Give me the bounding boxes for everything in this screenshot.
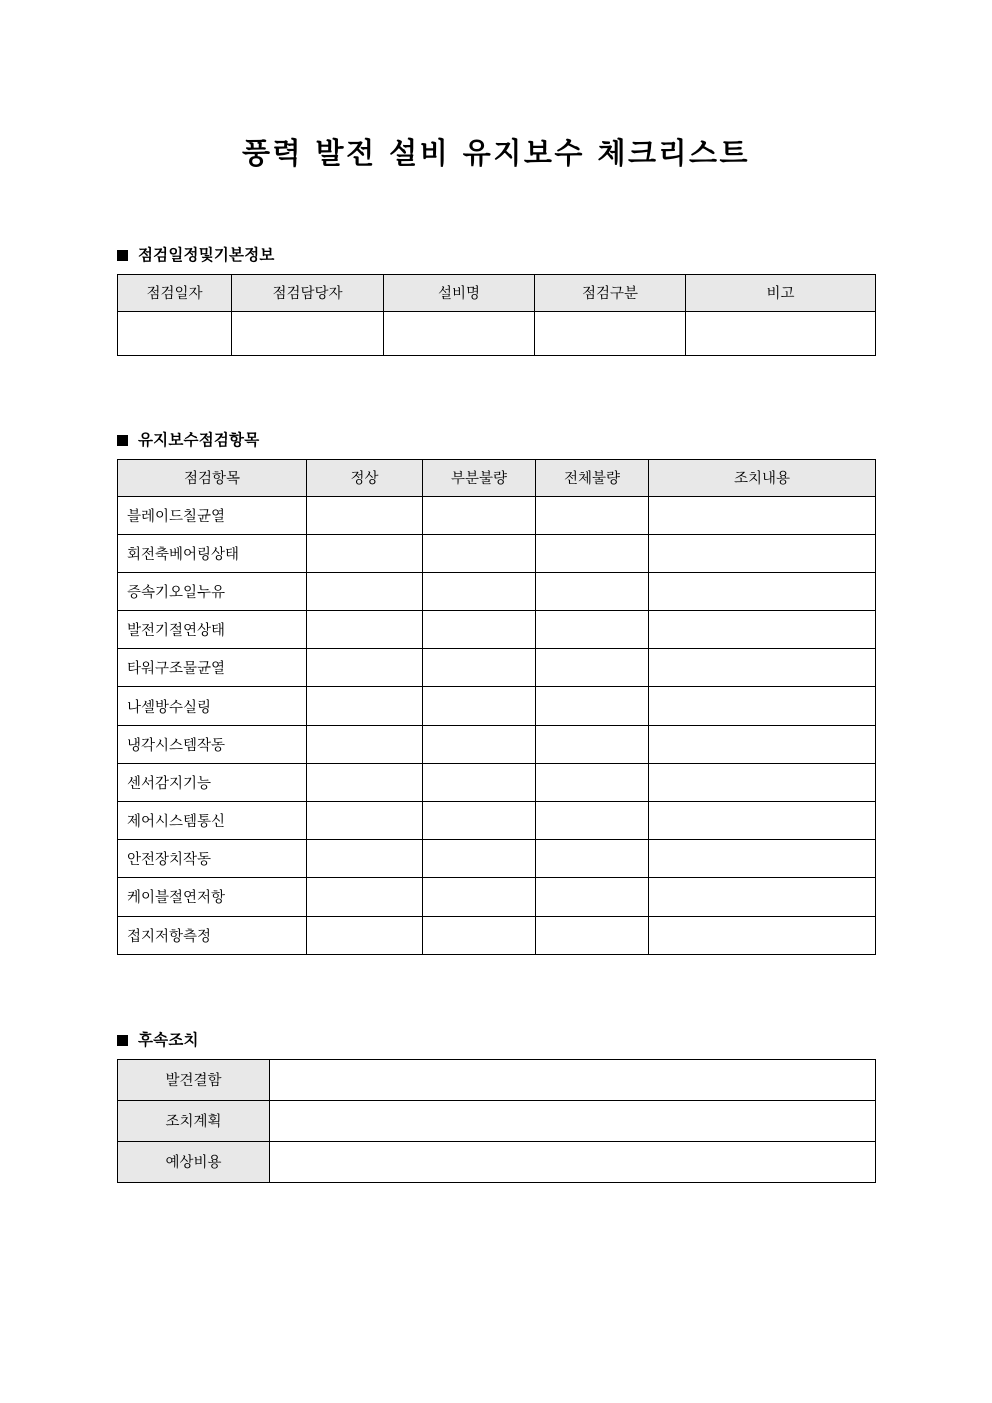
table-row bbox=[118, 534, 876, 572]
cell-action-detail[interactable] bbox=[649, 649, 876, 687]
table-row bbox=[118, 1100, 876, 1141]
section-title-followup-action: 후속조치 bbox=[138, 1031, 199, 1049]
checklist-item-label: 타워구조물균열 bbox=[118, 649, 307, 687]
checkbox-cell-partial-defect[interactable] bbox=[423, 802, 536, 840]
column-header-inspector: 점검담당자 bbox=[232, 274, 384, 311]
table-row bbox=[118, 878, 876, 916]
checklist-item-label: 회전축베어링상태 bbox=[118, 534, 307, 572]
table-row bbox=[118, 311, 876, 355]
checkbox-cell-total-defect[interactable] bbox=[536, 534, 649, 572]
checkbox-cell-normal[interactable] bbox=[307, 916, 423, 954]
checkbox-cell-partial-defect[interactable] bbox=[423, 534, 536, 572]
section-title-inspection-info: 점검일정및기본정보 bbox=[138, 246, 275, 264]
checkbox-cell-total-defect[interactable] bbox=[536, 725, 649, 763]
checkbox-cell-partial-defect[interactable] bbox=[423, 496, 536, 534]
checkbox-cell-normal[interactable] bbox=[307, 878, 423, 916]
section-maintenance-checklist bbox=[117, 433, 876, 955]
cell-action-detail[interactable] bbox=[649, 725, 876, 763]
checkbox-cell-normal[interactable] bbox=[307, 534, 423, 572]
column-header-inspection-type: 점검구분 bbox=[535, 274, 686, 311]
column-header-partial-defect: 부분불량 bbox=[423, 459, 536, 496]
checkbox-cell-total-defect[interactable] bbox=[536, 916, 649, 954]
checklist-item-label: 발전기절연상태 bbox=[118, 611, 307, 649]
checkbox-cell-partial-defect[interactable] bbox=[423, 572, 536, 610]
cell-inspection-date[interactable] bbox=[118, 311, 232, 355]
followup-label-found-defect: 발견결함 bbox=[118, 1059, 270, 1100]
followup-label-action-plan: 조치계획 bbox=[118, 1100, 270, 1141]
checklist-item-label: 나셀방수실링 bbox=[118, 687, 307, 725]
cell-action-detail[interactable] bbox=[649, 687, 876, 725]
checkbox-cell-normal[interactable] bbox=[307, 725, 423, 763]
checkbox-cell-normal[interactable] bbox=[307, 802, 423, 840]
cell-action-detail[interactable] bbox=[649, 802, 876, 840]
checklist-item-label: 블레이드칠균열 bbox=[118, 496, 307, 534]
cell-action-detail[interactable] bbox=[649, 878, 876, 916]
section-inspection-info bbox=[117, 248, 876, 356]
table-row bbox=[118, 1059, 876, 1100]
checkbox-cell-total-defect[interactable] bbox=[536, 649, 649, 687]
checkbox-cell-normal[interactable] bbox=[307, 763, 423, 801]
checkbox-cell-normal[interactable] bbox=[307, 840, 423, 878]
column-header-remarks: 비고 bbox=[686, 274, 876, 311]
checkbox-cell-total-defect[interactable] bbox=[536, 611, 649, 649]
cell-inspection-type[interactable] bbox=[535, 311, 686, 355]
maintenance-checklist-table bbox=[117, 459, 876, 955]
checkbox-cell-normal[interactable] bbox=[307, 572, 423, 610]
checkbox-cell-partial-defect[interactable] bbox=[423, 840, 536, 878]
table-row bbox=[118, 611, 876, 649]
section-header-maintenance-checklist bbox=[117, 433, 876, 449]
checkbox-cell-total-defect[interactable] bbox=[536, 840, 649, 878]
column-header-inspection-date: 점검일자 bbox=[118, 274, 232, 311]
inspection-info-table bbox=[117, 274, 876, 356]
checkbox-cell-total-defect[interactable] bbox=[536, 878, 649, 916]
followup-value-estimated-cost[interactable] bbox=[270, 1141, 876, 1182]
table-row bbox=[118, 916, 876, 954]
column-header-total-defect: 전체불량 bbox=[536, 459, 649, 496]
table-row bbox=[118, 763, 876, 801]
checkbox-cell-normal[interactable] bbox=[307, 649, 423, 687]
followup-value-action-plan[interactable] bbox=[270, 1100, 876, 1141]
checkbox-cell-total-defect[interactable] bbox=[536, 687, 649, 725]
table-row bbox=[118, 496, 876, 534]
cell-action-detail[interactable] bbox=[649, 534, 876, 572]
table-header-row bbox=[118, 459, 876, 496]
cell-action-detail[interactable] bbox=[649, 496, 876, 534]
table-header-row bbox=[118, 274, 876, 311]
checklist-item-label: 케이블절연저항 bbox=[118, 878, 307, 916]
cell-action-detail[interactable] bbox=[649, 611, 876, 649]
checklist-item-label: 증속기오일누유 bbox=[118, 572, 307, 610]
checkbox-cell-total-defect[interactable] bbox=[536, 496, 649, 534]
section-title-maintenance-checklist: 유지보수점검항목 bbox=[138, 431, 260, 449]
column-header-normal: 정상 bbox=[307, 459, 423, 496]
column-header-check-item: 점검항목 bbox=[118, 459, 307, 496]
checklist-item-label: 제어시스템통신 bbox=[118, 802, 307, 840]
square-bullet-icon bbox=[117, 1035, 128, 1046]
cell-inspector[interactable] bbox=[232, 311, 384, 355]
page-title: 풍력 발전 설비 유지보수 체크리스트 bbox=[241, 136, 751, 170]
table-row bbox=[118, 687, 876, 725]
followup-action-table bbox=[117, 1059, 876, 1183]
checkbox-cell-partial-defect[interactable] bbox=[423, 611, 536, 649]
section-followup-action bbox=[117, 1033, 876, 1183]
square-bullet-icon bbox=[117, 435, 128, 446]
checklist-item-label: 냉각시스템작동 bbox=[118, 725, 307, 763]
checkbox-cell-partial-defect[interactable] bbox=[423, 649, 536, 687]
checklist-rows bbox=[118, 496, 876, 954]
cell-remarks[interactable] bbox=[686, 311, 876, 355]
checkbox-cell-partial-defect[interactable] bbox=[423, 725, 536, 763]
checkbox-cell-total-defect[interactable] bbox=[536, 763, 649, 801]
checkbox-cell-total-defect[interactable] bbox=[536, 802, 649, 840]
checkbox-cell-normal[interactable] bbox=[307, 687, 423, 725]
followup-label-estimated-cost: 예상비용 bbox=[118, 1141, 270, 1182]
checkbox-cell-normal[interactable] bbox=[307, 611, 423, 649]
column-header-equipment-name: 설비명 bbox=[384, 274, 535, 311]
table-row bbox=[118, 1141, 876, 1182]
checkbox-cell-normal[interactable] bbox=[307, 496, 423, 534]
cell-action-detail[interactable] bbox=[649, 572, 876, 610]
checkbox-cell-partial-defect[interactable] bbox=[423, 878, 536, 916]
square-bullet-icon bbox=[117, 250, 128, 261]
column-header-action-detail: 조치내용 bbox=[649, 459, 876, 496]
followup-value-found-defect[interactable] bbox=[270, 1059, 876, 1100]
cell-action-detail[interactable] bbox=[649, 916, 876, 954]
checklist-item-label: 센서감지기능 bbox=[118, 763, 307, 801]
cell-action-detail[interactable] bbox=[649, 763, 876, 801]
table-row bbox=[118, 572, 876, 610]
cell-equipment-name[interactable] bbox=[384, 311, 535, 355]
checkbox-cell-partial-defect[interactable] bbox=[423, 916, 536, 954]
table-row bbox=[118, 725, 876, 763]
section-header-followup-action bbox=[117, 1033, 876, 1049]
section-header-inspection-info bbox=[117, 248, 876, 264]
checkbox-cell-total-defect[interactable] bbox=[536, 572, 649, 610]
checkbox-cell-partial-defect[interactable] bbox=[423, 687, 536, 725]
cell-action-detail[interactable] bbox=[649, 840, 876, 878]
checklist-item-label: 안전장치작동 bbox=[118, 840, 307, 878]
table-row bbox=[118, 802, 876, 840]
table-row bbox=[118, 840, 876, 878]
table-row bbox=[118, 649, 876, 687]
checkbox-cell-partial-defect[interactable] bbox=[423, 763, 536, 801]
checklist-item-label: 접지저항측정 bbox=[118, 916, 307, 954]
